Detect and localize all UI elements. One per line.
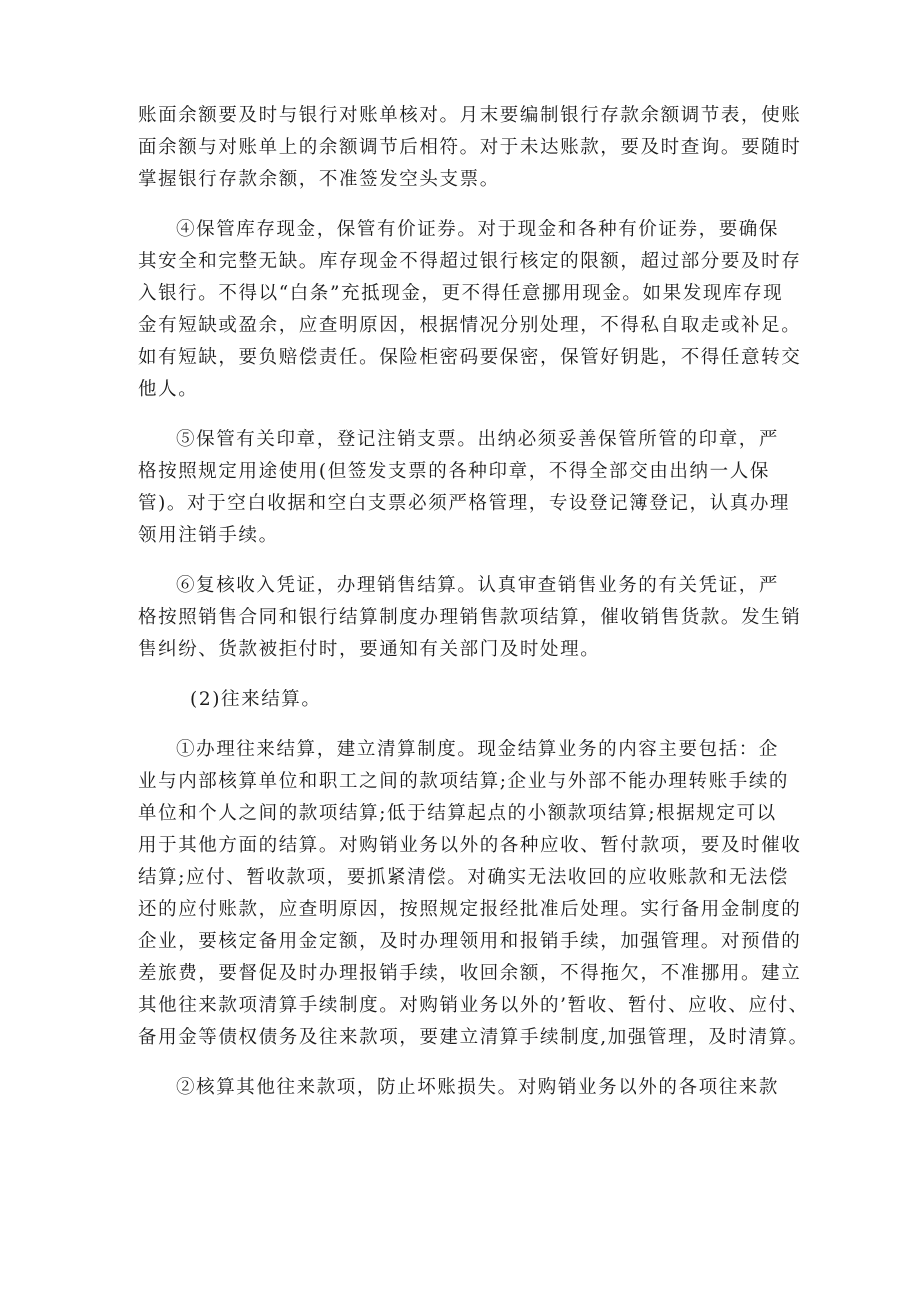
text-line: 掌握银行存款余额，不准签发空头支票。 — [138, 169, 500, 190]
text-line: 如有短缺，要负赔偿责任。保险柜密码要保密，保管好钥匙，不得任意转交 — [138, 347, 802, 368]
paragraph-sales-settlement — [138, 570, 802, 666]
text-line: 入银行。不得以“白条”充抵现金，更不得任意挪用现金。如果发现库存现 — [138, 283, 784, 304]
text-line: 企业，要核定备用金定额，及时办理领用和报销手续，加强管理。对预借的 — [138, 931, 802, 952]
paragraph-bank-reconciliation — [138, 100, 802, 196]
text-line: 售纠纷、货款被拒付时，要通知有关部门及时处理。 — [138, 639, 601, 660]
text-line: ④保管库存现金，保管有价证券。对于现金和各种有价证券，要确保 — [176, 219, 780, 240]
paragraph-clearing-system — [138, 734, 809, 1054]
text-line: 结算;应付、暂收款项，要抓紧清偿。对确实无法收回的应收账款和无法偿 — [138, 867, 790, 888]
paragraph-seals-cheques — [138, 424, 798, 552]
section-heading: (2)往来结算。 — [190, 689, 322, 710]
text-line: 其他往来款项清算手续制度。对购销业务以外的’暂收、暂付、应收、应付、 — [138, 995, 809, 1016]
section-heading-current-accounts — [138, 684, 798, 716]
document-page — [138, 100, 809, 1104]
text-line: 其安全和完整无缺。库存现金不得超过银行核定的限额，超过部分要及时存 — [138, 251, 802, 272]
text-line: 备用金等债权债务及往来款项，要建立清算手续制度,加强管理，及时清算。 — [138, 1027, 809, 1048]
text-line: 他人。 — [138, 379, 199, 400]
paragraph-other-accounts — [138, 1072, 798, 1104]
text-line: ②核算其他往来款项，防止坏账损失。对购销业务以外的各项往来款 — [176, 1077, 780, 1098]
text-line: 差旅费，要督促及时办理报销手续，收回余额，不得拖欠，不准挪用。建立 — [138, 963, 802, 984]
text-line: 格按照规定用途使用(但签发支票的各种印章，不得全部交由出纳一人保 — [138, 461, 770, 482]
text-line: 金有短缺或盈余，应查明原因，根据情况分别处理，不得私自取走或补足。 — [138, 315, 802, 336]
text-line: ⑥复核收入凭证，办理销售结算。认真审查销售业务的有关凭证，严 — [176, 575, 780, 596]
paragraph-cash-custody — [138, 214, 802, 406]
text-line: 还的应付账款，应查明原因，按照规定报经批准后处理。实行备用金制度的 — [138, 899, 802, 920]
text-line: ⑤保管有关印章，登记注销支票。出纳必须妥善保管所管的印章，严 — [176, 429, 780, 450]
text-line: 账面余额要及时与银行对账单核对。月末要编制银行存款余额调节表，使账 — [138, 105, 802, 126]
text-line: 用于其他方面的结算。对购销业务以外的各种应收、暂付款项，要及时催收 — [138, 835, 802, 856]
text-line: 业与内部核算单位和职工之间的款项结算;企业与外部不能办理转账手续的 — [138, 771, 790, 792]
text-line: 格按照销售合同和银行结算制度办理销售款项结算，催收销售货款。发生销 — [138, 607, 802, 628]
text-line: 面余额与对账单上的余额调节后相符。对于未达账款，要及时查询。要随时 — [138, 137, 802, 158]
text-line: ①办理往来结算，建立清算制度。现金结算业务的内容主要包括：企 — [176, 739, 780, 760]
text-line: 管)。对于空白收据和空白支票必须严格管理，专设登记簿登记，认真办理 — [138, 493, 791, 514]
text-line: 单位和个人之间的款项结算;低于结算起点的小额款项结算;根据规定可以 — [138, 803, 777, 824]
text-line: 领用注销手续。 — [138, 525, 279, 546]
